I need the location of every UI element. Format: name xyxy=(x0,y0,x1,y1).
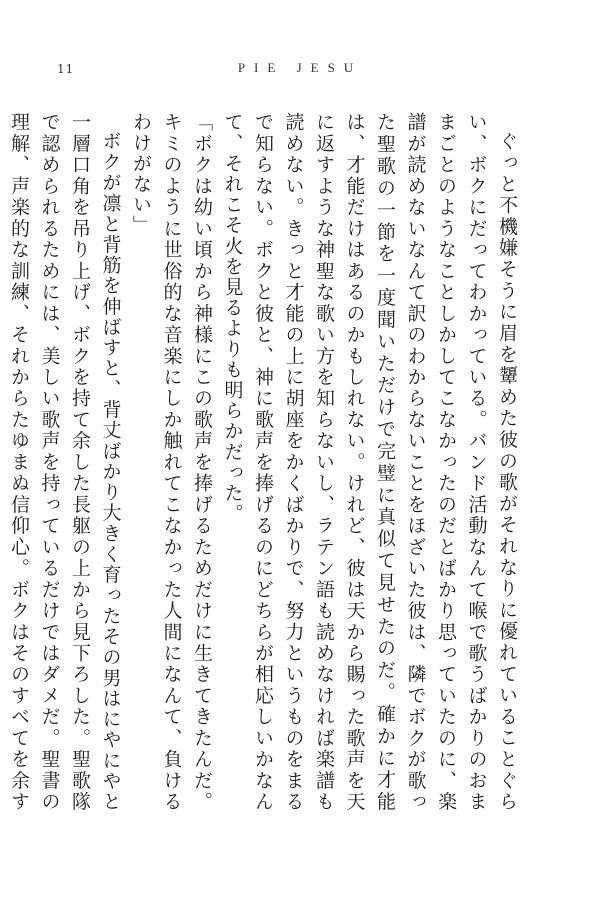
body-text xyxy=(8,112,522,812)
paragraph-3: ボクが凛と背筋を伸ばすと、背丈ばかり大きく育ったその男はにやにやと一層口角を吊り上げ、ボクを持て余した長躯の上から見下ろした。聖歌隊で認められるためには、美しい歌声を持っているだけではダメだ。聖書の理解、声楽的な訓練、それからたゆまぬ信仰心。ボクはそのすべてを余す xyxy=(8,112,122,812)
running-header-title: PIE JESU xyxy=(237,60,363,75)
page-number: 11 xyxy=(57,62,75,76)
paragraph-2-dialogue: 「ボクは幼い頃から神様にこの歌声を捧げるためだけに生きてきたんだ。キミのように世俗的な音楽にしか触れてこなかった人間になんて、負けるわけがない」 xyxy=(130,112,213,812)
paragraph-1: ぐっと不機嫌そうに眉を顰めた彼の歌がそれなりに優れていることぐらい、ボクにだってわかっている。バンド活動なんて喉で歌うばかりのおままごとのようなことしかしてこなかったのだとばかり思っていたのに、楽譜が読めないなんて訳のわからないことをほざいた彼は、隣でボクが歌った聖歌の一節を一度聞いただけで完璧に真似て見せたのだ。確かに才能は、才能だけはあるのかもしれない。けれど、彼は天から賜った歌声を天に返すような神聖な歌い方を知らないし、ラテン語も読めなければ楽譜も読めない。きっと才能の上に胡座をかくばかりで、努力というものをまるで知らない。ボクと彼と、神に歌声を捧げるのにどちらが相応しいかなんて、それこそ火を見るよりも明らかだった。 xyxy=(221,112,518,812)
